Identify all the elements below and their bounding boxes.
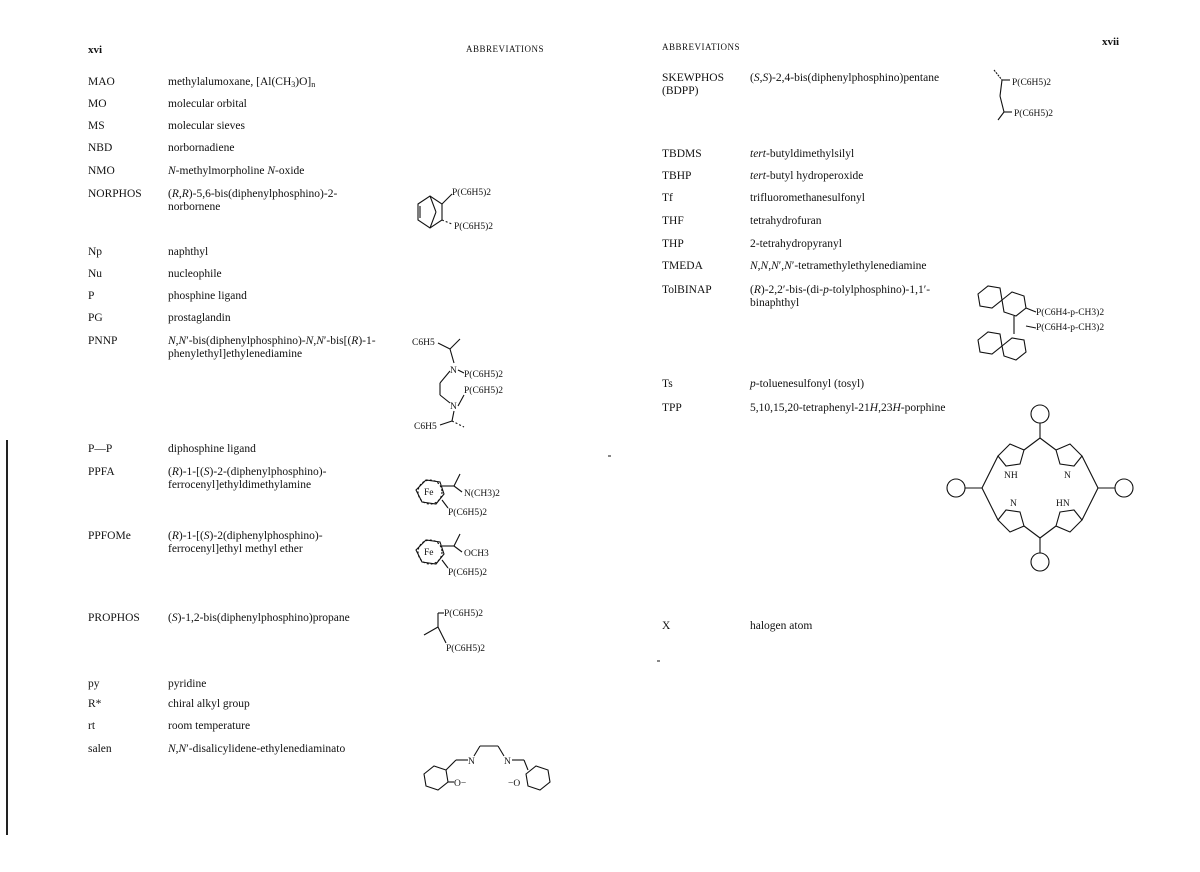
tolbinap-structure [972,278,1132,368]
och3-label: OCH3 [464,549,489,559]
salen-structure [416,742,566,802]
abbreviation-definition: nucleophile [168,268,222,280]
nh-label: NH [1004,471,1018,481]
abbreviation-definition: norbornadiene [168,142,235,154]
abbreviation-term: PPFOMe [88,530,131,542]
ppfome-structure [412,532,522,582]
pnnp-structure [412,333,522,433]
abbreviation-definition: naphthyl [168,246,209,258]
fe-label: Fe [424,548,434,558]
abbreviation-term: TMEDA [662,260,703,272]
abbreviation-definition: (R,R)-5,6-bis(diphenylphosphino)-2-norbornene [168,188,338,213]
abbreviation-definition: diphosphine ligand [168,443,256,455]
n-label: N [504,757,511,767]
abbreviation-definition: (R)-1-[(S)-2-(diphenylphosphino)-ferrocenyl]ethyldimethylamine [168,466,327,491]
abbreviation-definition: trifluoromethanesulfonyl [750,192,865,204]
abbreviation-term: THF [662,215,684,227]
abbreviation-definition: room temperature [168,720,251,732]
abbreviation-definition: halogen atom [750,620,813,632]
abbreviation-term: NORPHOS [88,188,142,200]
prophos-structure [420,605,520,655]
running-head: ABBREVIATIONS [662,42,741,52]
abbreviation-definition: p-toluenesulfonyl (tosyl) [750,378,865,390]
abbreviation-term: PNNP [88,335,118,347]
p-label: P(C6H5)2 [454,222,494,232]
nch32-label: N(CH3)2 [464,489,500,499]
abbreviation-term: TolBINAP [662,284,712,296]
ppfa-structure [412,472,522,522]
abbreviation-definition: (S,S)-2,4-bis(diphenylphosphino)pentane [750,72,940,84]
n-label: N [1064,471,1071,481]
abbreviation-term: P [88,290,95,302]
abbreviation-term: TBDMS [662,148,702,160]
o-label: −O [508,779,521,789]
fe-label: Fe [424,488,434,498]
o-label: O− [454,779,467,789]
abbreviation-definition: N,N′-bis(diphenylphosphino)-N,N′-bis[(R)-1-phenylethyl]ethylenediamine [168,335,376,360]
abbreviation-definition: phosphine ligand [168,290,247,302]
page-number: xvi [88,44,103,56]
n-label: N [1010,499,1017,509]
abbreviation-term: py [88,678,100,690]
abbreviation-term: NBD [88,142,113,154]
abbreviation-term: MAO [88,76,115,88]
abbreviation-term: PG [88,312,103,324]
abbreviation-term: P—P [88,443,113,455]
p-label: P(C6H5)2 [444,609,484,619]
abbreviation-term: TBHP [662,170,692,182]
abbreviation-definition: N-methylmorpholine N-oxide [168,165,305,177]
abbreviation-definition: pyridine [168,678,207,690]
c6h5-label: C6H5 [412,338,435,348]
abbreviation-definition: (R)-1-[(S)-2(diphenylphosphino)-ferrocenyl]ethyl methyl ether [168,530,323,555]
abbreviation-term: salen [88,743,112,755]
abbreviation-term: MS [88,120,105,132]
abbreviation-definition: prostaglandin [168,312,231,324]
p-label: P(C6H4-p-CH3)2 [1036,323,1105,333]
abbreviation-term: rt [88,720,96,732]
abbreviation-term: NMO [88,165,115,177]
running-head: ABBREVIATIONS [466,44,545,54]
abbreviation-term: Np [88,246,103,258]
abbreviation-term: X [662,620,671,632]
c6h5-label: C6H5 [414,422,437,432]
abbreviation-definition: tert-butyl hydroperoxide [750,170,864,182]
abbreviation-term: Ts [662,378,673,390]
abbreviation-definition: N,N′-disalicylidene-ethylenediaminato [168,743,346,755]
scan-dot [657,660,660,662]
abbreviation-term: Nu [88,268,103,280]
tpp-porphine-structure [940,398,1140,578]
abbreviation-definition: methylalumoxane, $[Al(CH_3)O]_n$ [168,76,316,89]
abbreviation-term: THP [662,238,684,250]
abbreviation-term: PPFA [88,466,115,478]
abbreviation-term: MO [88,98,107,110]
p-label: P(C6H5)2 [1014,109,1054,119]
abbreviation-term: Tf [662,192,673,204]
abbreviation-term: TPP [662,402,682,414]
scan-dot [608,455,611,457]
page-spine [6,440,8,835]
abbreviation-definition: tetrahydrofuran [750,215,822,227]
n-label: N [468,757,475,767]
p-label: P(C6H5)2 [452,188,492,198]
abbreviation-term: R* [88,698,102,710]
abbreviation-definition: (S)-1,2-bis(diphenylphosphino)propane [168,612,350,624]
n-label: N [450,402,457,412]
abbreviation-term: PROPHOS [88,612,140,624]
abbreviation-definition: N,N,N′,N′-tetramethylethylenediamine [750,260,927,272]
n-label: N [450,366,457,376]
abbreviation-definition: chiral alkyl group [168,698,250,710]
page-number: xvii [1102,36,1120,48]
abbreviation-term: SKEWPHOS (BDPP) [662,72,724,97]
abbreviation-definition: (R)-2,2′-bis-(di-p-tolylphosphino)-1,1′-binaphthyl [750,284,931,309]
abbreviation-definition: tert-butyldimethylsilyl [750,148,855,160]
p-label: P(C6H5)2 [464,386,504,396]
p-label: P(C6H5)2 [1012,78,1052,88]
hn-label: HN [1056,499,1070,509]
p-label: P(C6H5)2 [448,568,488,578]
abbreviation-definition: 5,10,15,20-tetraphenyl-21H,23H-porphine [750,402,946,414]
p-label: P(C6H5)2 [464,370,504,380]
p-label: P(C6H5)2 [448,508,488,518]
abbreviation-definition: molecular sieves [168,120,245,132]
p-label: P(C6H5)2 [446,644,486,654]
skewphos-structure [994,68,1094,124]
p-label: P(C6H4-p-CH3)2 [1036,308,1105,318]
abbreviation-definition: 2-tetrahydropyranyl [750,238,842,250]
norphos-structure [410,182,510,242]
abbreviation-definition: molecular orbital [168,98,247,110]
